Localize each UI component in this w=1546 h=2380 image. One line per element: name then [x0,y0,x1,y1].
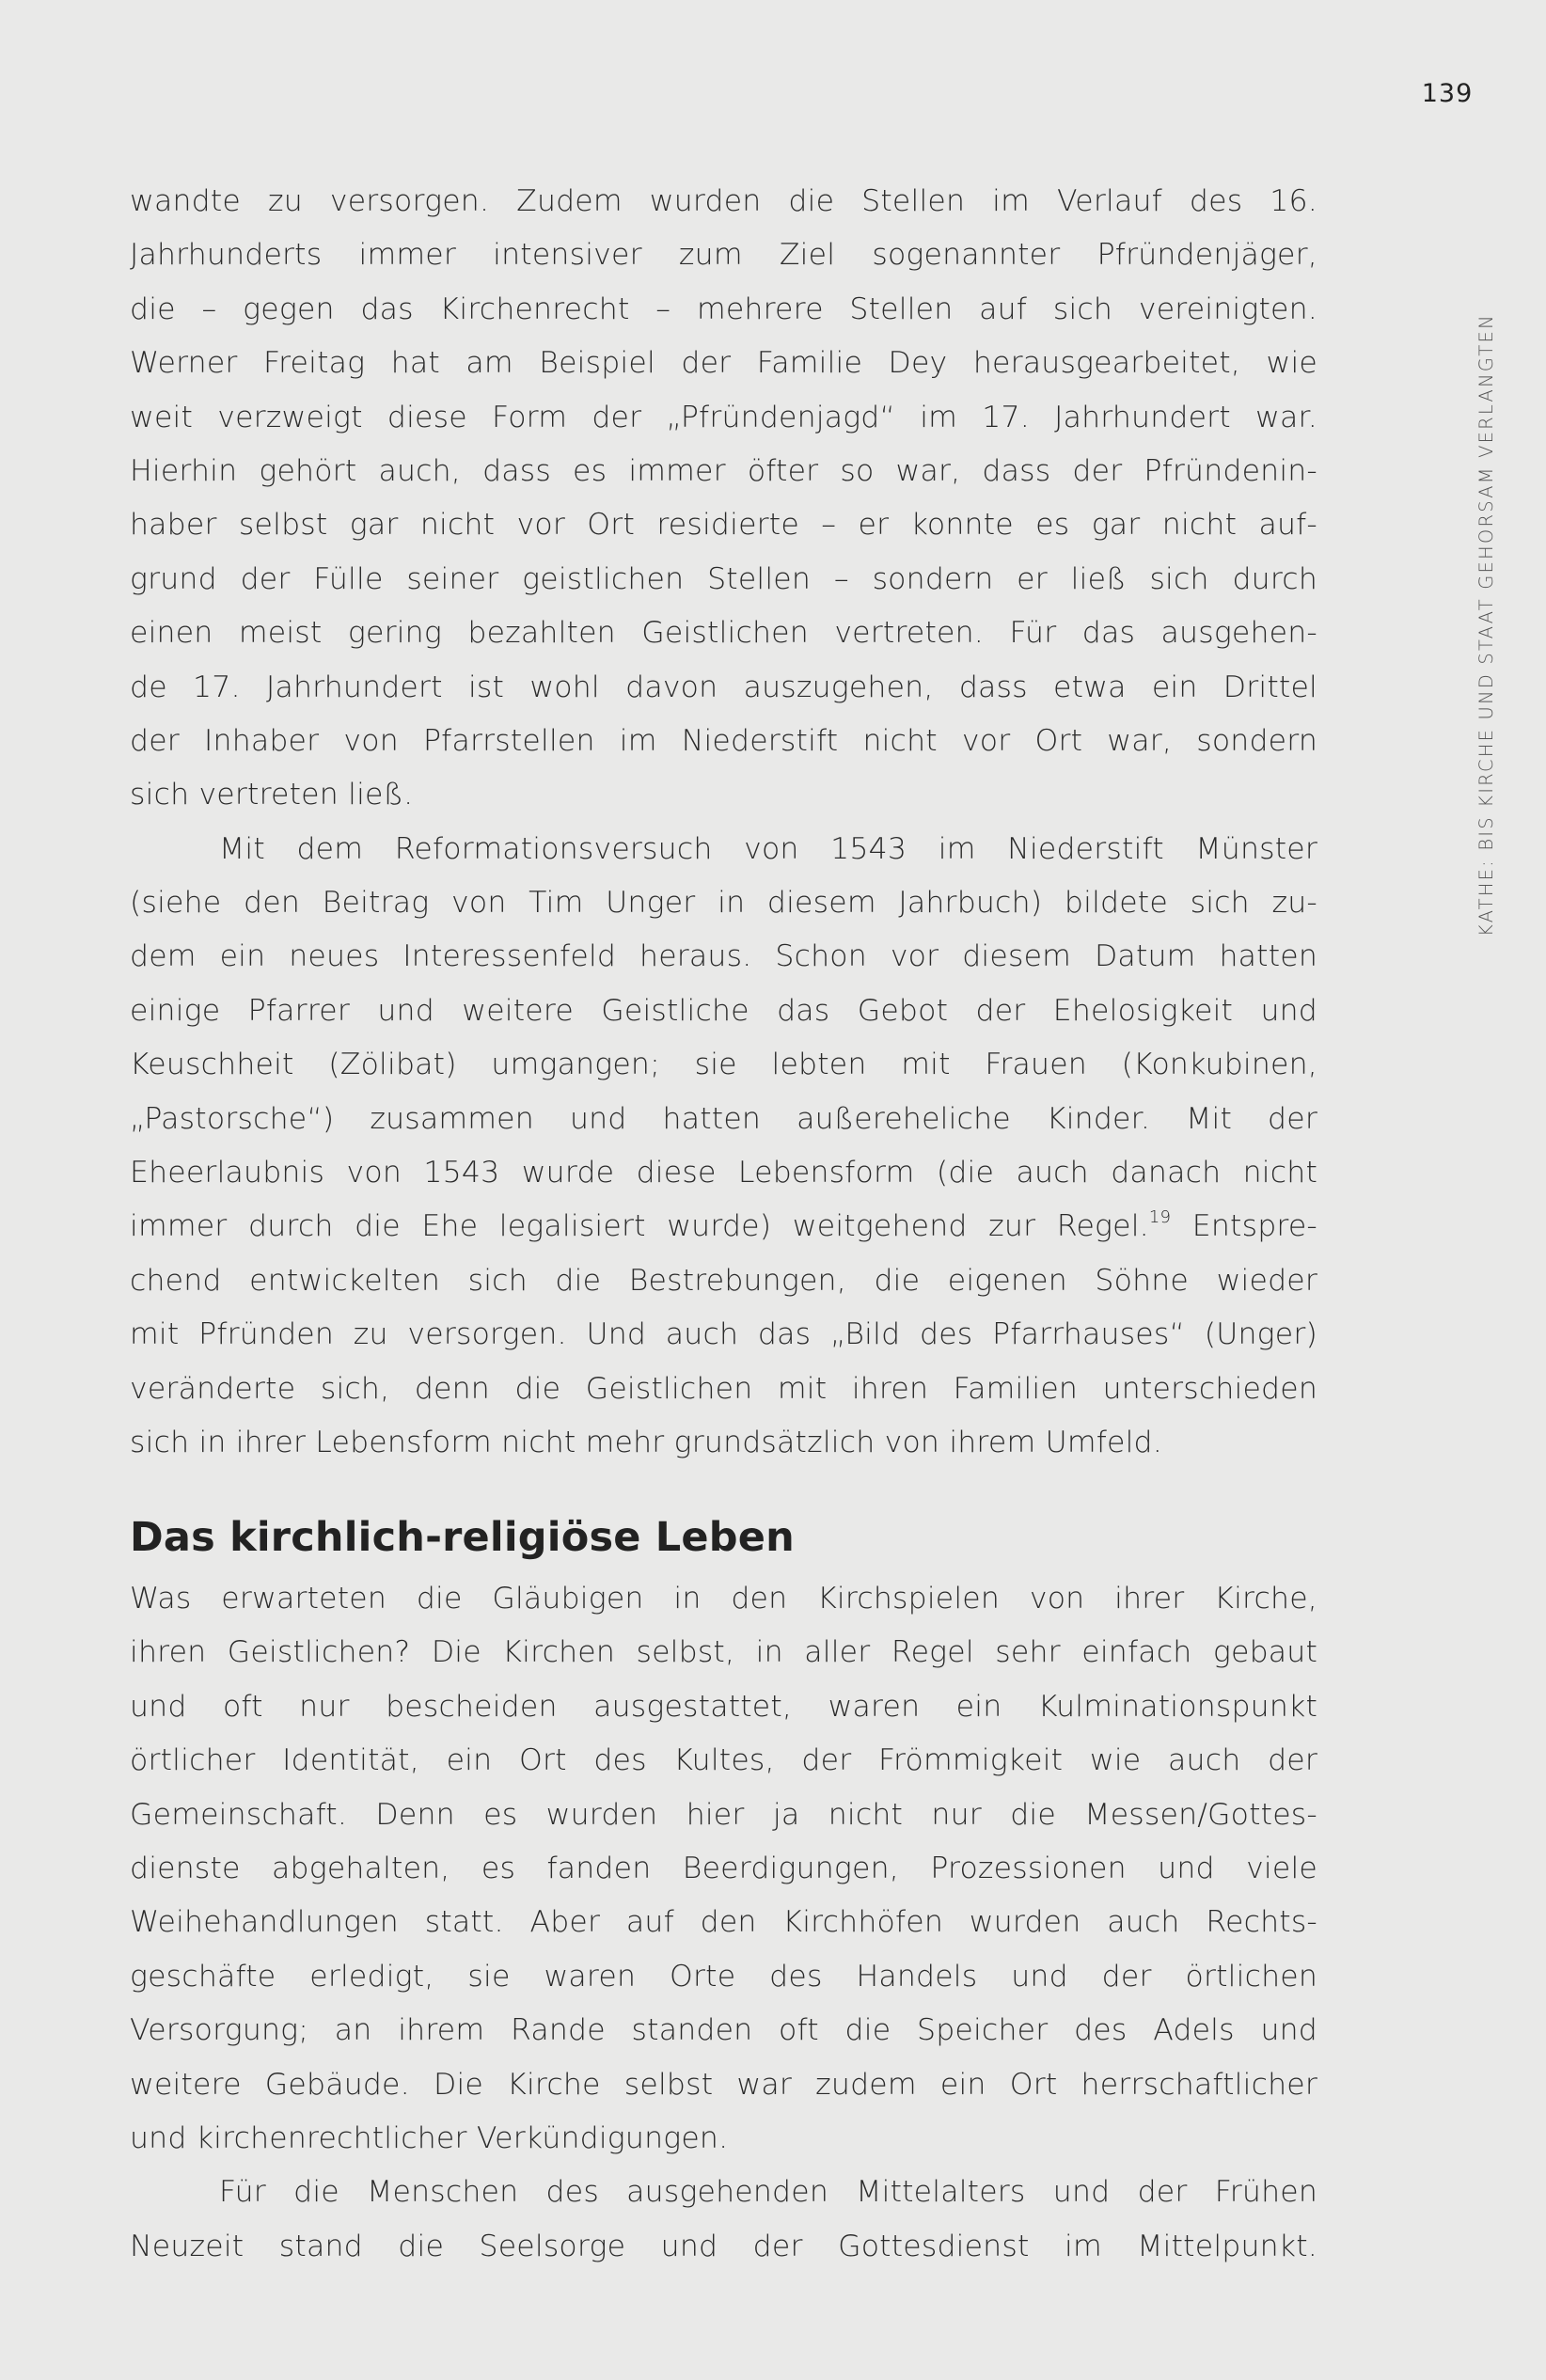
text-line: haber selbst gar nicht vor Ort residierte – er konnte es gar nicht auf- [130,508,1317,543]
text-segment: immer durch die Ehe legalisiert wurde) weitgehend zur Regel. [130,1209,1149,1244]
text-line: weitere Gebäude. Die Kirche selbst war zudem ein Ort herrschaftlicher [130,2067,1317,2102]
text-line: mit Pfründen zu versorgen. Und auch das „Bild des Pfarrhauses“ (Unger) [130,1317,1317,1352]
text-line: der Inhaber von Pfarrstellen im Niederstift nicht vor Ort war, sondern [130,723,1317,758]
text-line: Hierhin gehört auch, dass es immer öfter so war, dass der Pfründenin- [130,453,1317,488]
text-line: (siehe den Beitrag von Tim Unger in diesem Jahrbuch) bildete sich zu- [130,886,1317,921]
text-line: de 17. Jahrhundert ist wohl davon auszugehen, dass etwa ein Drittel [130,670,1317,704]
text-line: Was erwarteten die Gläubigen in den Kirchspielen von ihrer Kirche, [130,1582,1317,1616]
text-line: die – gegen das Kirchenrecht – mehrere Stellen auf sich vereinigten. [130,292,1317,326]
text-line: einige Pfarrer und weitere Geistliche das Gebot der Ehelosigkeit und [130,993,1317,1028]
text-line: Werner Freitag hat am Beispiel der Familie Dey herausgearbeitet, wie [130,346,1317,381]
running-head-text: KATHE: BIS KIRCHE UND STAAT GEHORSAM VERLANGTEN [1475,313,1497,937]
text-line: Versorgung; an ihrem Rande standen oft die Speicher des Adels und [130,2013,1317,2048]
text-line: weit verzweigt diese Form der „Pfründenjagd“ im 17. Jahrhundert war. [130,400,1317,434]
text-line: einen meist gering bezahlten Geistlichen vertreten. Für das ausgehen- [130,616,1317,651]
text-line: wandte zu versorgen. Zudem wurden die Stellen im Verlauf des 16. [130,184,1317,218]
section-heading: Das kirchlich-religiöse Leben [130,1514,795,1561]
text-line: und kirchenrechtlicher Verkündigungen. [130,2120,729,2155]
text-line: „Pastorsche“) zusammen und hatten außereheliche Kinder. Mit der [130,1101,1317,1136]
text-line: Mit dem Reformationsversuch von 1543 im Niederstift Münster [219,831,1317,866]
text-line: und oft nur bescheiden ausgestattet, waren ein Kulminationspunkt [130,1689,1317,1724]
text-line: Neuzeit stand die Seelsorge und der Gottesdienst im Mittelpunkt. [130,2229,1317,2263]
text-line-with-footnote [130,1200,1317,1253]
text-line: chend entwickelten sich die Bestrebungen, die eigenen Söhne wieder [130,1263,1317,1298]
text-line: dienste abgehalten, es fanden Beerdigungen, Prozessionen und viele [130,1851,1317,1885]
text-line: veränderte sich, denn die Geistlichen mit ihren Familien unterschieden [130,1371,1317,1406]
text-line: dem ein neues Interessenfeld heraus. Schon vor diesem Datum hatten [130,939,1317,974]
text-line: geschäfte erledigt, sie waren Orte des Handels und der örtlichen [130,1959,1317,1994]
text-line: Weihehandlungen statt. Aber auf den Kirchhöfen wurden auch Rechts- [130,1905,1317,1940]
running-head [1468,175,1506,937]
text-line: sich vertreten ließ. [130,778,414,812]
text-line: örtlicher Identität, ein Ort des Kultes, der Frömmigkeit wie auch der [130,1743,1317,1778]
text-line: Jahrhunderts immer intensiver zum Ziel sogenannter Pfründenjäger, [130,238,1317,273]
text-line: Eheerlaubnis von 1543 wurde diese Lebensform (die auch danach nicht [130,1156,1317,1190]
page-number: 139 [1421,79,1474,108]
body-text-section-2 [130,1572,1317,2274]
text-segment: Entspre- [1171,1209,1317,1244]
footnote-reference: 19 [1148,1207,1172,1228]
text-line: sich in ihrer Lebensform nicht mehr grundsätzlich von ihrem Umfeld. [130,1425,1162,1459]
text-line: Keuschheit (Zölibat) umgangen; sie lebten mit Frauen (Konkubinen, [130,1048,1317,1082]
text-line: grund der Fülle seiner geistlichen Stellen – sondern er ließ sich durch [130,561,1317,596]
body-text-section-1 [130,175,1317,1470]
text-line: Für die Menschen des ausgehenden Mittelalters und der Frühen [219,2175,1317,2210]
text-line: Gemeinschaft. Denn es wurden hier ja nicht nur die Messen/Gottes- [130,1797,1317,1832]
text-line: ihren Geistlichen? Die Kirchen selbst, in aller Regel sehr einfach gebaut [130,1635,1317,1670]
